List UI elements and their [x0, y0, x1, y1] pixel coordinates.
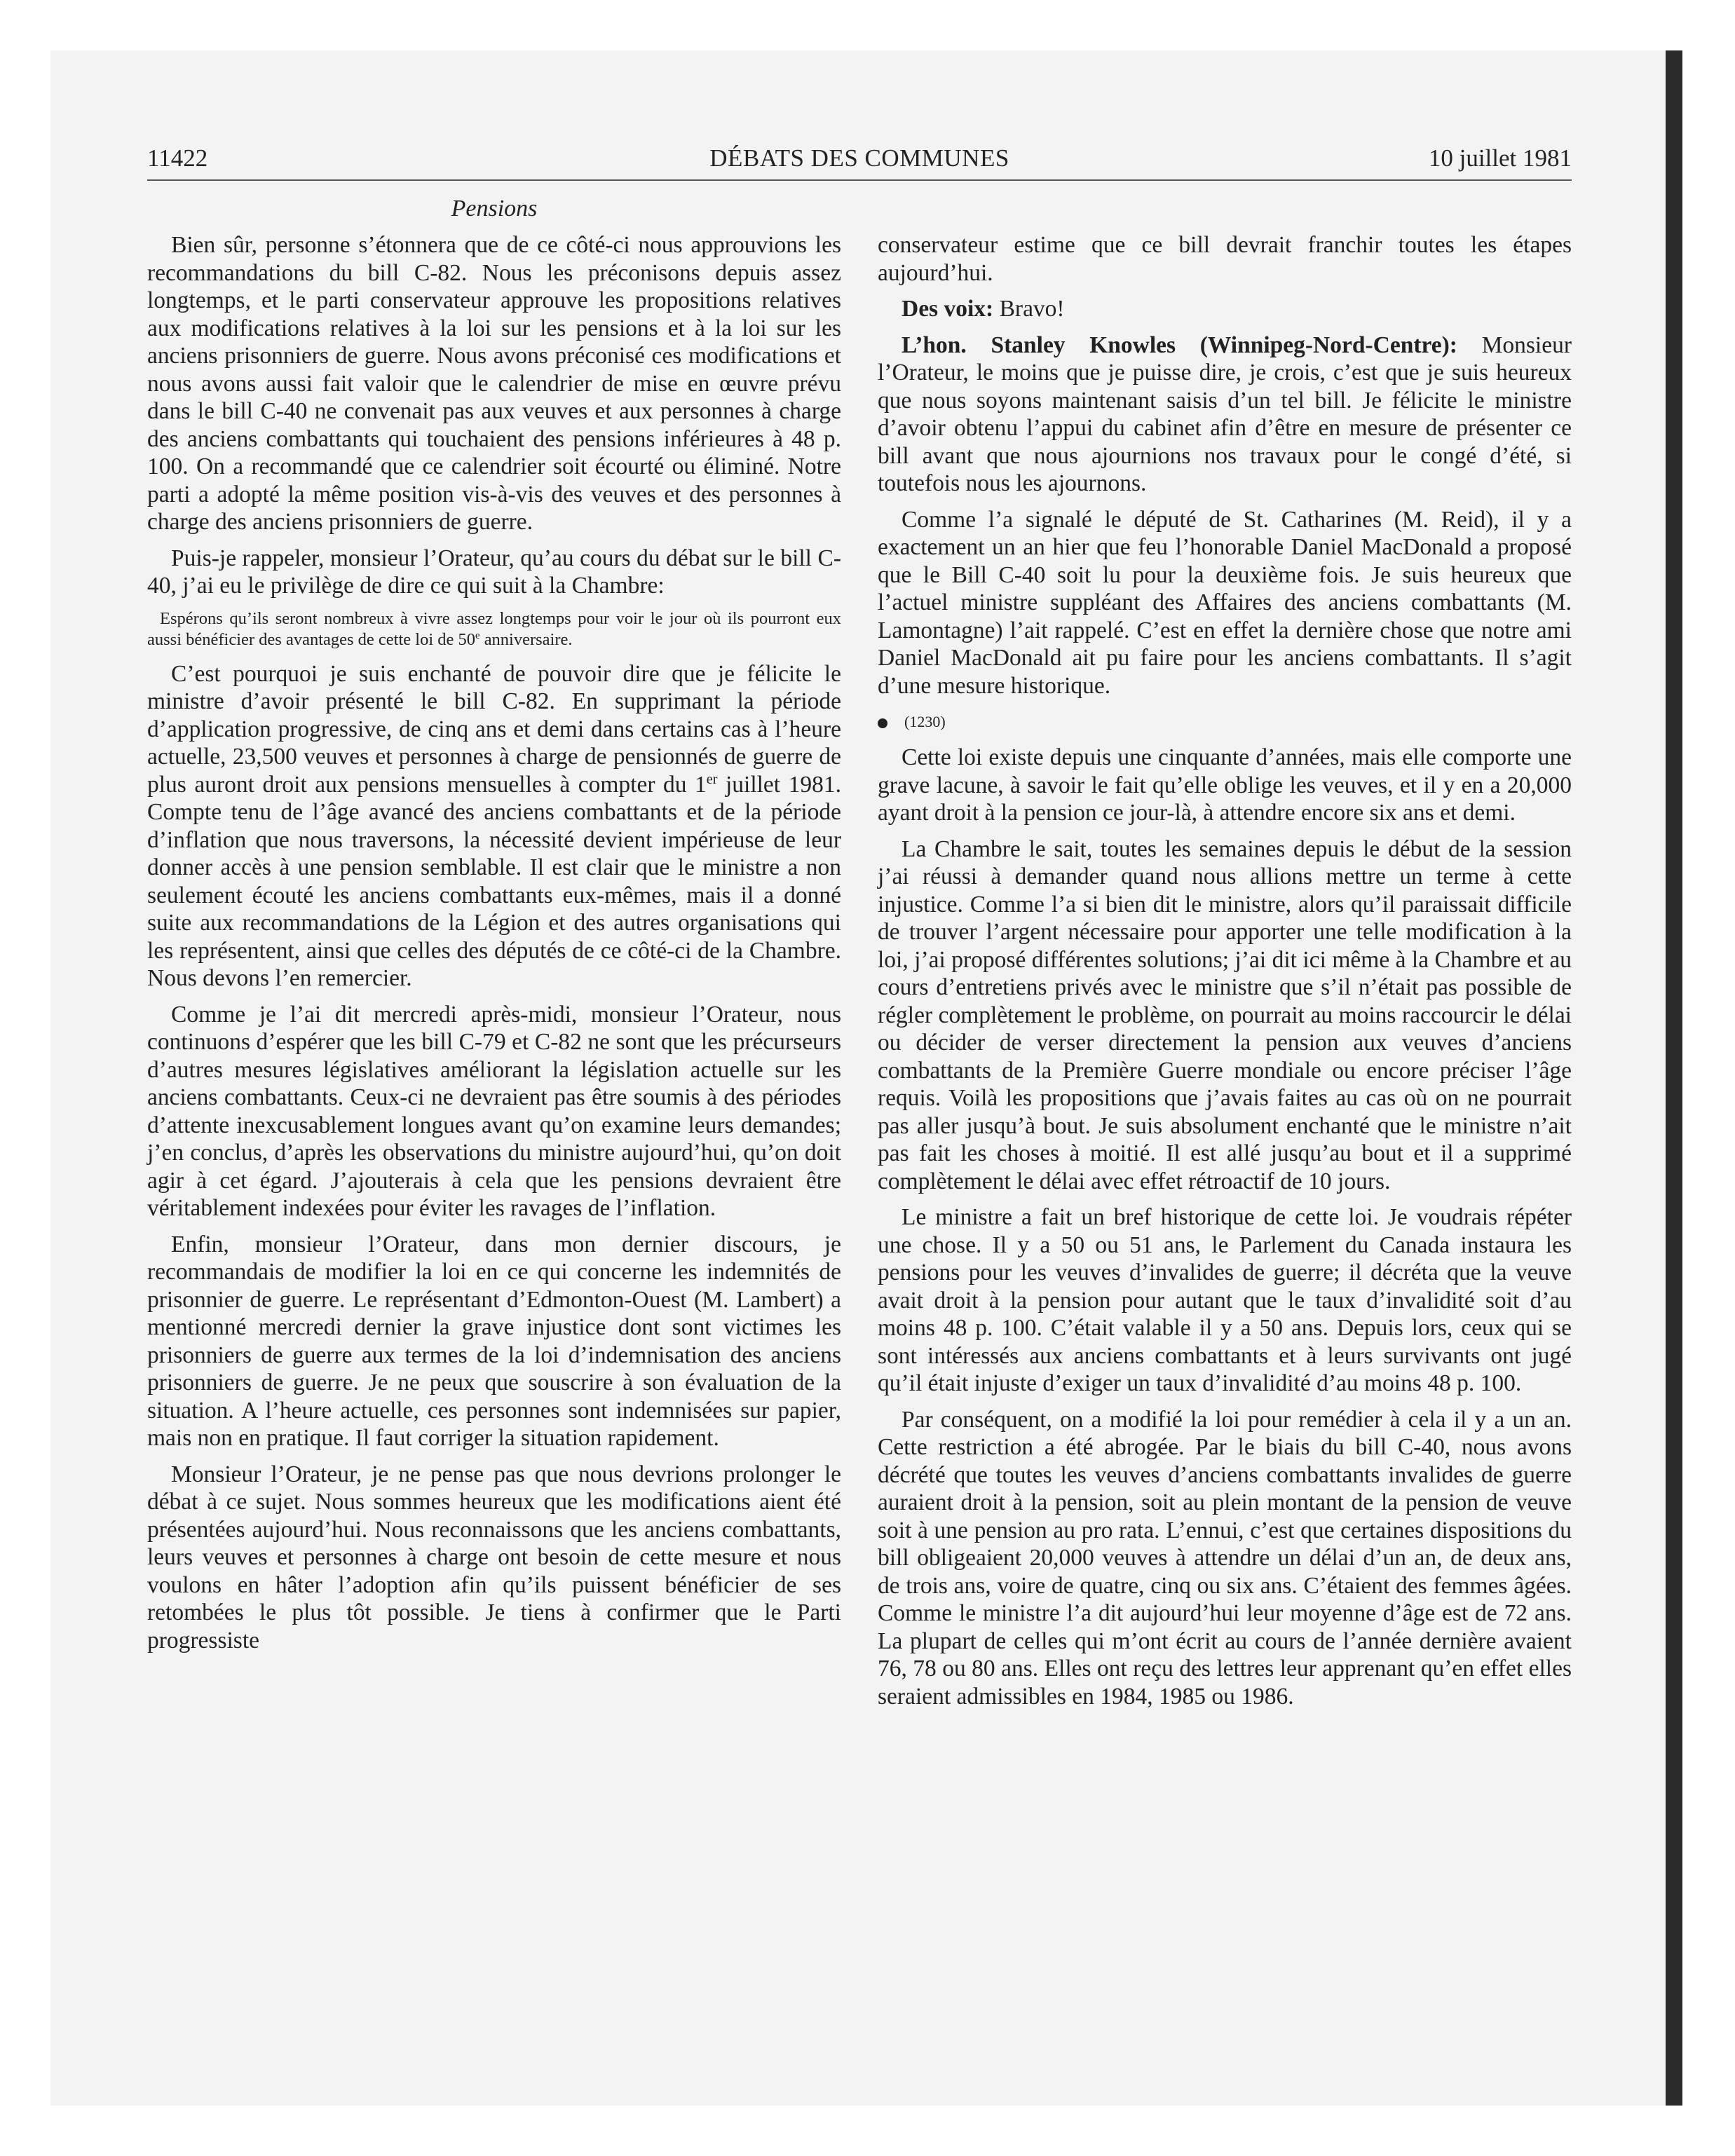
paragraph: Par conséquent, on a modifié la loi pour remédier à cela il y a un an. Cette restriction a été abrogée. Par le biais du bill C-40, nous avons décrété que toutes les veuves d’anciens combattants invalides de guerre auraient droit à la pension, soit au plein montant de la pension de veuve soit à une pension au pro rata. L’ennui, c’est que certaines dispositions du bill obligeaient 20,000 veuves à attendre un délai d’un an, de deux ans, de trois ans, voire de quatre, cinq ou six ans. C’étaient des femmes âgées. Comme le ministre l’a dit aujourd’hui leur moyenne d’âge est de 72 ans. La plupart de celles qui m’ont écrit au cours de l’année dernière avaient 76, 78 ou 80 ans. Elles ont reçu des lettres leur apprenant qu’en effet elles seraient admissibles en 1984, 1985 ou 1986.: [878, 1406, 1572, 1710]
section-title: Pensions: [451, 196, 538, 221]
right-column: [878, 231, 1572, 1719]
paragraph: conservateur estime que ce bill devrait franchir toutes les étapes aujourd’hui.: [878, 232, 1572, 286]
paragraph: Comme je l’ai dit mercredi après-midi, monsieur l’Orateur, nous continuons d’espérer que les bill C-79 et C-82 ne sont que les précurseurs d’autres mesures législatives améliorant la législation actuelle sur les anciens combattants. Ceux-ci ne devraient pas être soumis à des périodes d’attente inexcusablement longues avant qu’on examine leurs demandes; j’en conclus, d’après les observations du ministre aujourd’hui, qu’on doit agir à cet égard. J’ajouterais à cela que les pensions devraient être véritablement indexées pour éviter les ravages de l’inflation.: [147, 1001, 841, 1221]
quote-text: Espérons qu’ils seront nombreux à vivre assez longtemps pour voir le jour où ils pourront eux aussi bénéficier des avantages de cette loi de 50: [147, 608, 841, 649]
speaker-name: L’hon. Stanley Knowles (Winnipeg-Nord-Centre):: [901, 332, 1457, 358]
page-number: 11422: [147, 144, 208, 172]
paragraph-text: juillet 1981. Compte tenu de l’âge avancé des anciens combattants et de la période d’inflation que nous traversons, la nécessité devient impérieuse de leur donner accès à une pension semblable. Il est clair que le ministre a non seulement écouté les anciens combattants eux-mêmes, mais il a donné suite aux recommandations de la Légion et des autres organisations qui les représentent, ainsi que celles des députés de ce côté-ci de la Chambre. Nous devons l’en remercier.: [147, 771, 842, 991]
time-stamp: [878, 708, 1572, 735]
paragraph: Cette loi existe depuis une cinquante d’années, mais elle comporte une grave lacune, à savoir le fait qu’elle oblige les veuves, et il y en a 20,000 ayant droit à la pension ce jour-là, à attendre encore six ans et demi.: [878, 744, 1572, 826]
paragraph: Monsieur l’Orateur, je ne pense pas que nous devrions prolonger le débat à ce sujet. Nous sommes heureux que les modifications aient été présentées aujourd’hui. Nous reconnaissons que les anciens combattants, leurs veuves et personnes à charge ont besoin de cette mesure et nous voulons en hâter l’adoption afin qu’ils puissent bénéficier de ses retombées le plus tôt possible. Je tiens à confirmer que le Parti progressiste: [147, 1461, 841, 1653]
block-quote: [147, 608, 841, 650]
paragraph: Le ministre a fait un bref historique de cette loi. Je voudrais répéter une chose. Il y a 50 ou 51 ans, le Parlement du Canada instaura les pensions pour les veuves d’invalides de guerre; il décréta que la veuve avait droit à la pension pour autant que le taux d’invalidité soit d’au moins 48 p. 100. C’était valable il y a 50 ans. Depuis lors, ceux qui se sont intéressés aux anciens combattants et à leurs survivants ont jugé qu’il était injuste d’exiger un taux d’invalidité d’au moins 48 p. 100.: [878, 1204, 1572, 1396]
quote-text-end: anniversaire.: [479, 629, 573, 649]
speaker-line: [878, 295, 1572, 323]
publication-title: DÉBATS DES COMMUNES: [709, 144, 1009, 172]
paragraph: [147, 660, 841, 992]
bullet-icon: [878, 718, 887, 728]
speaker-text: Monsieur l’Orateur, le moins que je puisse dire, je crois, c’est que je suis heureux que nous soyons maintenant saisis d’un tel bill. Je félicite le ministre d’avoir obtenu l’appui du cabinet afin d’être en mesure de présenter ce bill avant que nous ajournions nos travaux pour le congé d’été, si toutefois nous les ajournons.: [878, 332, 1572, 496]
paragraph: Comme l’a signalé le député de St. Catharines (M. Reid), il y a exactement un an hier que feu l’honorable Daniel MacDonald a proposé que le Bill C-40 soit lu pour la deuxième fois. Je suis heureux que l’actuel ministre suppléant des Affaires des anciens combattants (M. Lamontagne) l’ait rappelé. C’est en effet la dernière chose que notre ami Daniel MacDonald ait pu faire pour les anciens combattants. Il s’agit d’une mesure historique.: [878, 506, 1572, 699]
speaker-name: Des voix:: [901, 296, 994, 322]
time-stamp-text: (1230): [904, 713, 946, 730]
paragraph: Enfin, monsieur l’Orateur, dans mon dernier discours, je recommandais de modifier la loi en ce qui concerne les indemnités de prisonnier de guerre. Le représentant d’Edmonton-Ouest (M. Lambert) a mentionné mercredi dernier la grave injustice dont sont victimes les prisonniers de guerre aux termes de la loi d’indemnisation des anciens prisonniers de guerre. Je ne peux que souscrire à son évaluation de la situation. A l’heure actuelle, ces personnes sont indemnisées sur papier, mais non en pratique. Il faut corriger la situation rapidement.: [147, 1231, 841, 1451]
paragraph: Bien sûr, personne s’étonnera que de ce côté-ci nous approuvions les recommandations du bill C-82. Nous les préconisons depuis assez longtemps, et le parti conservateur approuve les propositions relatives aux modifications relatives à la loi sur les pensions et à la loi sur les anciens prisonniers de guerre. Nous avons préconisé ces modifications et nous avons aussi fait valoir que le calendrier de mise en œuvre prévu dans le bill C-40 ne convenait pas aux veuves et aux personnes à charge des anciens combattants qui touchaient des pensions inférieures à 48 p. 100. On a recommandé que ce calendrier soit écourté ou éliminé. Notre parti a adopté la même position vis-à-vis des veuves et des personnes à charge des anciens prisonniers de guerre.: [147, 232, 841, 535]
paragraph: Puis-je rappeler, monsieur l’Orateur, qu’au cours du débat sur le bill C-40, j’ai eu le privilège de dire ce qui suit à la Chambre:: [147, 545, 841, 599]
publication-date: 10 juillet 1981: [1428, 144, 1572, 172]
page-edge-bar: [1666, 50, 1682, 2106]
quote-superscript: e: [475, 629, 480, 641]
speaker-text: Bravo!: [993, 296, 1065, 322]
paragraph: La Chambre le sait, toutes les semaines depuis le début de la session j’ai réussi à demander quand nous allions mettre un terme à cette injustice. Comme l’a si bien dit le ministre, alors qu’il paraissait difficile de trouver l’argent nécessaire pour apporter une telle modification à la loi, j’ai proposé différentes solutions; j’ai dit ici même à la Chambre et au cours d’entretiens privés avec le ministre que s’il n’était pas possible de régler complètement le problème, on pourrait au moins raccourcir le délai ou décider de verser directement la pension aux veuves d’anciens combattants de la Première Guerre mondiale ou encore préciser l’âge requis. Voilà les propositions que j’avais faites au cas où on ne pourrait pas aller jusqu’à bout. Je suis absolument enchanté que le ministre n’ait pas fait les choses à moitié. Il est allé jusqu’au bout et il a supprimé complètement le délai avec effet rétroactif de 10 jours.: [878, 835, 1572, 1194]
speaker-line: [878, 332, 1572, 498]
paragraph-text: C’est pourquoi je suis enchanté de pouvoir dire que je félicite le ministre d’avoir présenté le bill C-82. En supprimant la période d’application progressive, de cinq ans et demi dans certains cas à l’heure actuelle, 23,500 veuves et personnes à charge de pensionnés de guerre de plus auront droit aux pensions mensuelles à compter du 1: [147, 660, 841, 798]
left-column: [147, 231, 841, 1663]
page-header: [147, 144, 1572, 181]
superscript: er: [706, 771, 718, 787]
